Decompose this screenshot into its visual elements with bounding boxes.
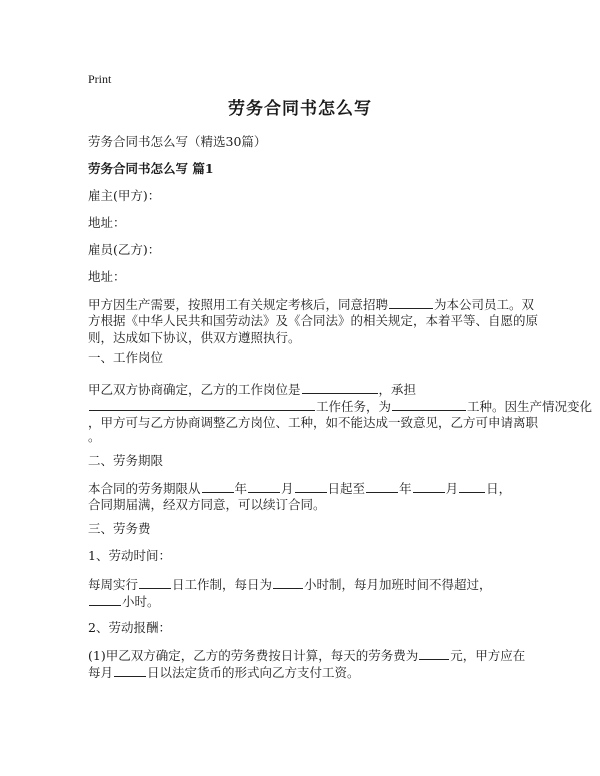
s3-text: 小时制，每月加班时间不得超过， [304,577,492,592]
s3-text: 每月 [88,665,114,680]
s1-line-3: ，甲方可与乙方协商调整乙方岗位、工种，如不能达成一致意见，乙方可申请离职 [88,415,539,430]
party-a-label: 雇主(甲方)： [88,188,161,203]
s2-text: 月 [445,481,459,496]
address-a-label: 地址： [88,215,126,230]
position-blank[interactable] [302,381,378,394]
s1-line-4: 。 [88,429,101,444]
s2-text: 本合同的劳务期限从 [88,481,201,496]
print-label: Print [88,72,112,86]
start-month-blank[interactable] [248,480,280,493]
s2-text: 日， [486,481,512,496]
section-heading: 劳务合同书怎么写 篇1 [88,161,214,176]
end-year-blank[interactable] [366,480,398,493]
s1-text: 甲乙双方协商确定，乙方的工作岗位是 [88,382,301,397]
daily-fee-blank[interactable] [419,647,449,660]
s2-line-2: 合同期届满，经双方同意，可以续订合同。 [88,497,326,512]
section-1-heading: 一、工作岗位 [88,350,164,365]
s3-text: 每周实行 [88,577,139,592]
s3-2-heading: 2、劳动报酬： [88,620,171,635]
s1-text: 工种。因生产情况变化 [467,399,593,414]
s3-text: 日以法定货币的形式向乙方支付工资。 [147,665,360,680]
s1-line-2 [88,398,592,415]
s3-2-line-1 [88,647,525,664]
party-b-label: 雇员(乙方)： [88,242,161,257]
days-per-week-blank[interactable] [139,576,171,589]
s3-1-line-1 [88,576,492,593]
s3-text: 小时。 [122,594,160,609]
page-title: 劳务合同书怎么写 [228,99,372,119]
pay-day-blank[interactable] [114,664,146,677]
s2-text: 日起至 [327,481,366,496]
s2-text: 月 [281,481,294,496]
end-day-blank[interactable] [459,480,485,493]
s2-text: 年 [234,481,248,496]
trade-blank[interactable] [392,398,466,411]
overtime-blank[interactable] [89,593,121,606]
intro-line-1 [88,296,534,313]
s3-1-heading: 1、劳动时间： [88,548,171,563]
intro-text: 甲方因生产需要，按照用工有关规定考核后，同意招聘 [88,297,389,312]
section-2-heading: 二、劳务期限 [88,453,164,468]
task-blank[interactable] [89,398,315,411]
s3-text: 日工作制，每日为 [172,577,273,592]
start-day-blank[interactable] [295,480,327,493]
end-month-blank[interactable] [413,480,445,493]
intro-line-3: 则，达成如下协议，供双方遵照执行。 [88,330,301,345]
s1-line-1 [88,381,416,398]
intro-line-2: 方根据《中华人民共和国劳动法》及《合同法》的相关规定，本着平等、自愿的原 [88,313,539,328]
start-year-blank[interactable] [202,480,234,493]
intro-text: 为本公司员工。双 [434,297,535,312]
section-3-heading: 三、劳务费 [88,521,151,536]
s1-text: ，承担 [378,382,417,397]
subtitle: 劳务合同书怎么写（精选30篇） [88,134,267,149]
s3-1-line-2 [88,593,160,610]
s3-text: 元，甲方应在 [450,648,526,663]
s1-text: 工作任务，为 [316,399,392,414]
address-b-label: 地址： [88,269,126,284]
s2-text: 年 [399,481,412,496]
s3-text: (1)甲乙双方确定，乙方的劳务费按日计算，每天的劳务费为 [88,648,419,663]
s3-2-line-2 [88,664,360,681]
s2-line-1 [88,480,511,497]
hours-per-day-blank[interactable] [273,576,303,589]
recruit-blank[interactable] [389,296,433,309]
